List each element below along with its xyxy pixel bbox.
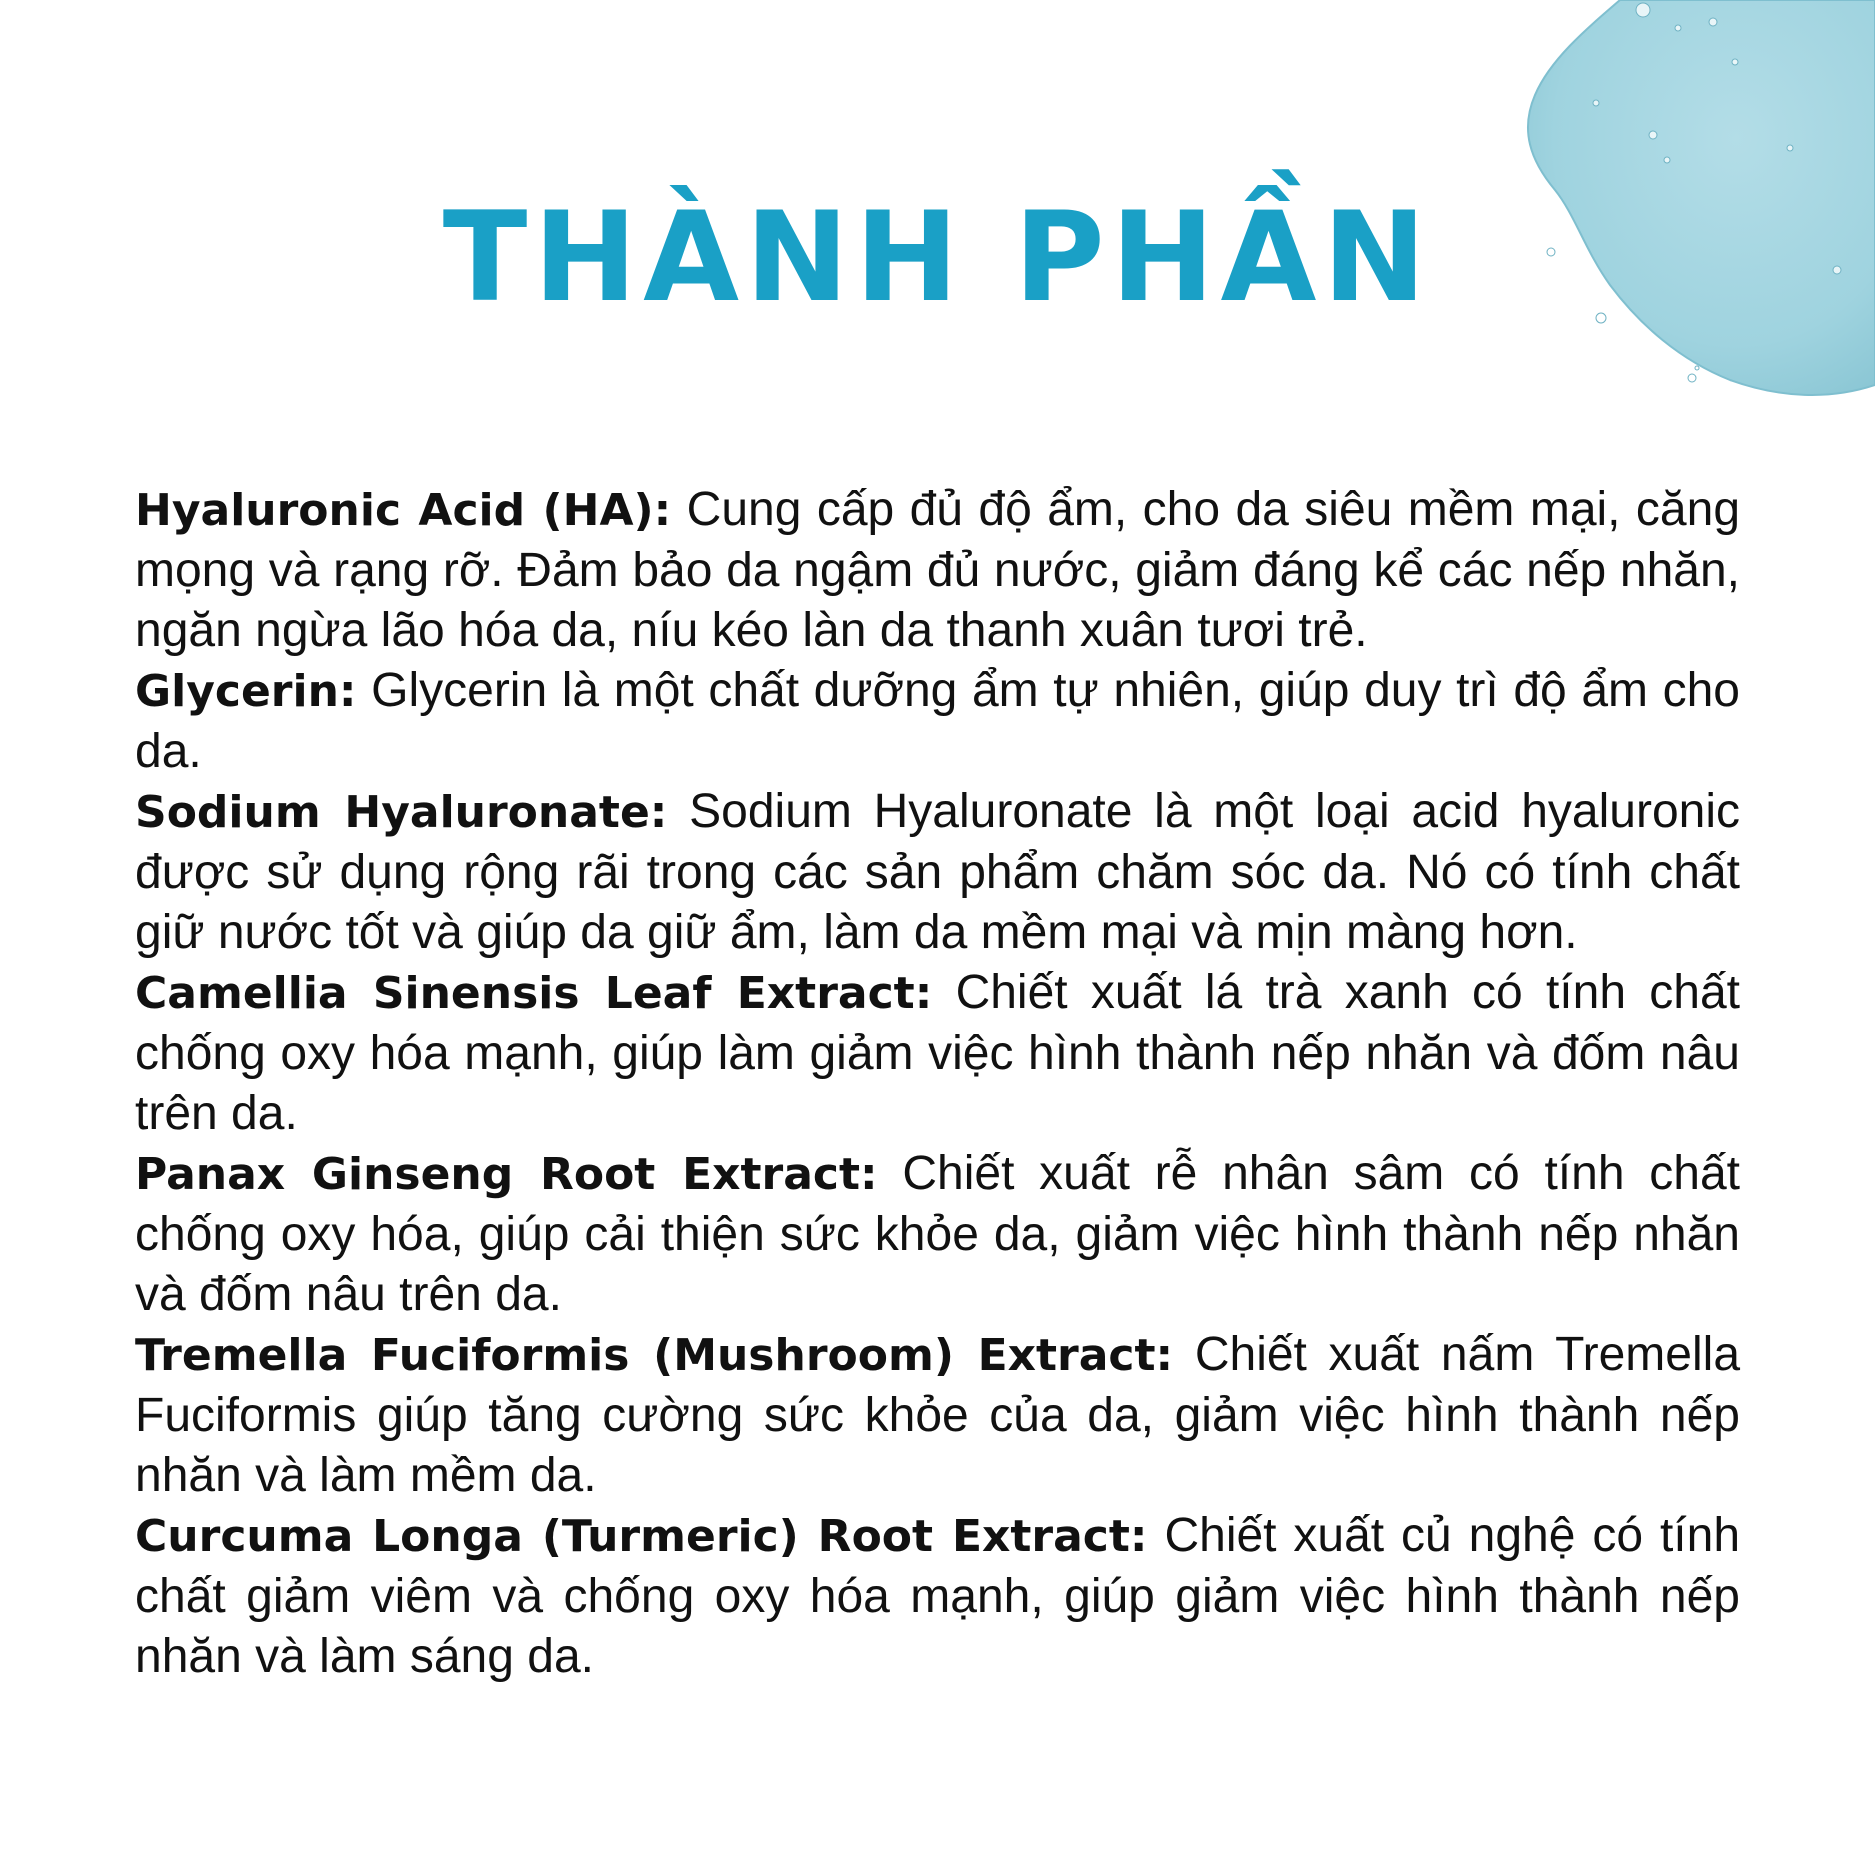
ingredient-hyaluronic-acid (135, 480, 1740, 661)
ingredient-description: Chiết xuất lá trà xanh có tính chất chống oxy hóa mạnh, giúp làm giảm việc hình thành nếp nhăn và đốm nâu trên da. (135, 966, 1741, 1140)
ingredient-list (135, 480, 1740, 1687)
ingredient-description: Cung cấp đủ độ ẩm, cho da siêu mềm mại, căng mọng và rạng rỡ. Đảm bảo da ngậm đủ nước, giảm đáng kể các nếp nhăn, ngăn ngừa lão hóa da, níu kéo làn da thanh xuân tươi trẻ. (135, 483, 1741, 657)
ingredient-name: Hyaluronic Acid (HA): (135, 485, 672, 536)
ingredient-name: Sodium Hyaluronate: (135, 787, 668, 838)
ingredient-camellia-sinensis (135, 963, 1740, 1144)
ingredient-name: Curcuma Longa (Turmeric) Root Extract: (135, 1511, 1148, 1562)
ingredient-name: Camellia Sinensis Leaf Extract: (135, 968, 933, 1019)
ingredient-sodium-hyaluronate (135, 782, 1740, 963)
ingredient-description: Glycerin là một chất dưỡng ẩm tự nhiên, giúp duy trì độ ẩm cho da. (135, 664, 1740, 778)
ingredient-description: Sodium Hyaluronate là một loại acid hyaluronic được sử dụng rộng rãi trong các sản phẩm chăm sóc da. Nó có tính chất giữ nước tốt và giúp da giữ ẩm, làm da mềm mại và mịn màng hơn. (135, 785, 1740, 959)
ingredient-panax-ginseng (135, 1144, 1740, 1325)
ingredient-description: Chiết xuất nấm Tremella Fuciformis giúp tăng cường sức khỏe của da, giảm việc hình thành nếp nhăn và làm mềm da. (135, 1328, 1741, 1502)
ingredient-name: Glycerin: (135, 666, 357, 717)
ingredient-description: Chiết xuất củ nghệ có tính chất giảm viêm và chống oxy hóa mạnh, giúp giảm việc hình thành nếp nhăn và làm sáng da. (135, 1509, 1741, 1683)
ingredient-curcuma-longa (135, 1506, 1740, 1687)
page-title: THÀNH PHẦN (442, 186, 1433, 330)
ingredient-tremella-fuciformis (135, 1325, 1740, 1506)
ingredient-name: Tremella Fuciformis (Mushroom) Extract: (135, 1330, 1174, 1381)
ingredient-glycerin (135, 661, 1740, 782)
ingredient-description: Chiết xuất rễ nhân sâm có tính chất chống oxy hóa, giúp cải thiện sức khỏe da, giảm việc hình thành nếp nhăn và đốm nâu trên da. (135, 1147, 1740, 1321)
ingredient-name: Panax Ginseng Root Extract: (135, 1149, 878, 1200)
